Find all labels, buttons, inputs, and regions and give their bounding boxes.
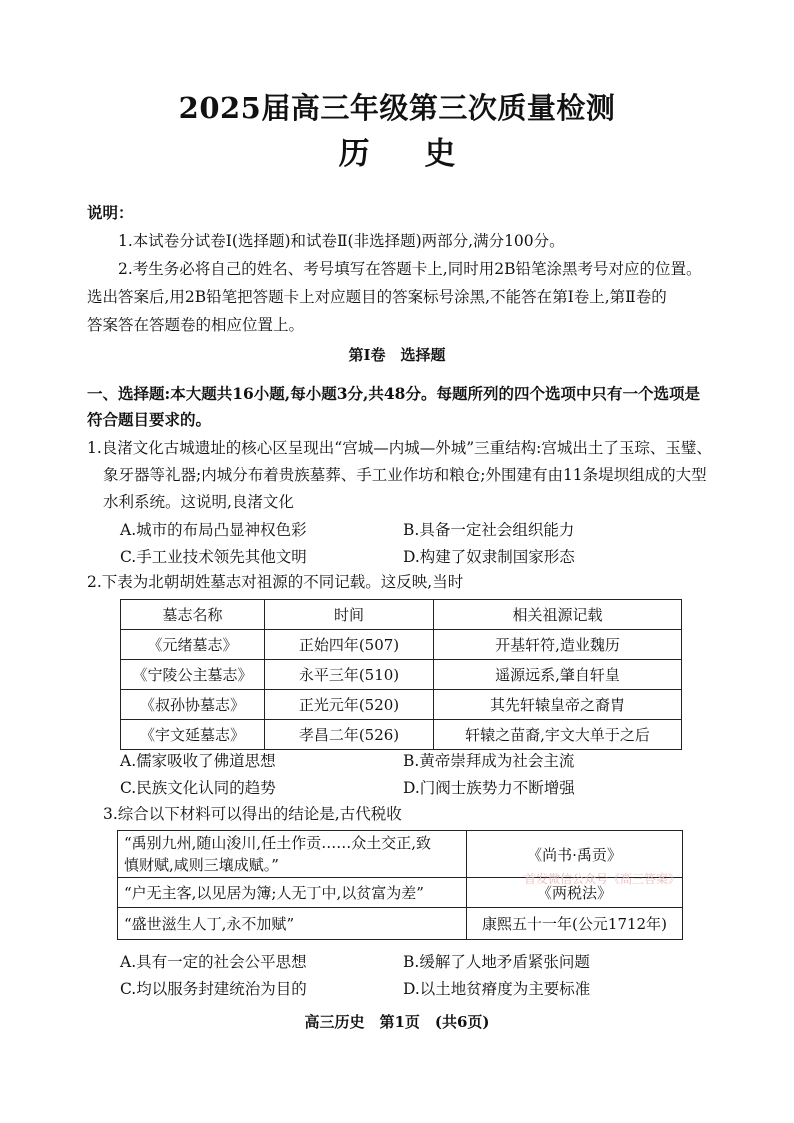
table-header-row (121, 600, 682, 630)
table-cell: 其先轩辕皇帝之裔胄 (434, 690, 682, 720)
exam-title: 2025届高三年级第三次质量检测 (178, 91, 616, 125)
instructions-heading: 说明： (87, 203, 134, 222)
q2-stem: 2.下表为北朝胡姓墓志对祖源的不同记载。这反映,当时 (87, 573, 464, 591)
instruction-item-2: 2.考生务必将自己的姓名、考号填写在答题卡上,同时用2B铅笔涂黑考号对应的位置。 (118, 260, 702, 278)
table-cell (467, 831, 683, 886)
table-row (121, 630, 682, 660)
table-header: 时间 (265, 600, 434, 630)
table-cell: 《元绪墓志》 (121, 630, 265, 660)
section-title: 第Ⅰ卷 选择题 (348, 346, 446, 364)
q1-option-d[interactable]: D.构建了奴隶制国家形态 (403, 548, 575, 566)
q2-option-b[interactable]: B.黄帝崇拜成为社会主流 (403, 752, 575, 770)
q3-option-c[interactable]: C.均以服务封建统治为目的 (120, 980, 307, 998)
page-footer: 高三历史 第1页 (共6页) (304, 1013, 490, 1031)
quote-text: 慎财赋,咸则三壤成赋。” (124, 856, 279, 874)
q2-table (120, 599, 682, 750)
q1-stem-cont2: 水利系统。这说明,良渚文化 (103, 493, 294, 511)
table-header: 墓志名称 (121, 600, 265, 630)
table-cell: 轩辕之苗裔,宇文大单于之后 (434, 720, 682, 750)
section-intro-cont: 符合题目要求的。 (87, 410, 212, 429)
q2-option-a[interactable]: A.儒家吸收了佛道思想 (120, 752, 276, 770)
table-row (118, 908, 683, 940)
q3-table (117, 830, 683, 940)
table-cell: 开基轩符,造业魏历 (434, 630, 682, 660)
quote-text: “禹别九州,随山浚川,任土作贡……众土交正,致 (124, 834, 431, 852)
instruction-item-1: 1.本试卷分试卷Ⅰ(选择题)和试卷Ⅱ(非选择题)两部分,满分100分。 (118, 232, 565, 250)
table-cell: “盛世滋生人丁,永不加赋” (118, 908, 467, 940)
table-cell: 永平三年(510) (265, 660, 434, 690)
q1-option-a[interactable]: A.城市的布局凸显神权色彩 (120, 521, 307, 539)
section-intro: 一、选择题:本大题共16小题,每小题3分,共48分。每题所列的四个选项中只有一个选项是 (87, 384, 700, 403)
q3-option-b[interactable]: B.缓解了人地矛盾紧张问题 (403, 953, 590, 971)
instruction-item-2-cont: 选出答案后,用2B铅笔把答题卡上对应题目的答案标号涂黑,不能答在第Ⅰ卷上,第Ⅱ卷的 (87, 288, 667, 306)
table-cell (118, 831, 467, 878)
instruction-item-2-cont2: 答案答在答题卷的相应位置上。 (87, 316, 305, 334)
source-text: 《尚书·禹贡》 (527, 845, 622, 864)
table-cell: “户无主客,以见居为簿;人无丁中,以贫富为差” (118, 878, 467, 908)
table-row (118, 831, 683, 878)
q3-option-d[interactable]: D.以土地贫瘠度为主要标准 (403, 980, 591, 998)
watermark: 首发微信公众号《高三答案》 (523, 872, 680, 886)
table-row (121, 720, 682, 750)
table-row (121, 660, 682, 690)
table-header: 相关祖源记载 (434, 600, 682, 630)
table-cell: 《两税法》 (467, 878, 683, 908)
q1-option-b[interactable]: B.具备一定社会组织能力 (403, 521, 575, 539)
q2-option-d[interactable]: D.门阀士族势力不断增强 (403, 779, 575, 797)
q3-stem: 3.综合以下材料可以得出的结论是,古代税收 (103, 805, 402, 823)
q3-option-a[interactable]: A.具有一定的社会公平思想 (120, 953, 307, 971)
q1-stem: 1.良渚文化古城遗址的核心区呈现出“宫城—内城—外城”三重结构:宫城出土了玉琮、玉璧、 (87, 439, 712, 457)
q2-option-c[interactable]: C.民族文化认同的趋势 (120, 779, 276, 797)
table-cell: 孝昌二年(526) (265, 720, 434, 750)
table-cell: 遥源远系,肇自轩皇 (434, 660, 682, 690)
table-cell: 《宇文延墓志》 (121, 720, 265, 750)
q1-option-c[interactable]: C.手工业技术领先其他文明 (120, 548, 307, 566)
subject-title: 历 史 (338, 136, 478, 172)
table-cell: 《宁陵公主墓志》 (121, 660, 265, 690)
table-row (121, 690, 682, 720)
q1-stem-cont: 象牙器等礼器;内城分布着贵族墓葬、手工业作坊和粮仓;外围建有由11条堤坝组成的大型 (103, 466, 707, 484)
table-cell: 正始四年(507) (265, 630, 434, 660)
table-cell: 正光元年(520) (265, 690, 434, 720)
table-cell: 《叔孙协墓志》 (121, 690, 265, 720)
table-cell: 康熙五十一年(公元1712年) (467, 908, 683, 940)
